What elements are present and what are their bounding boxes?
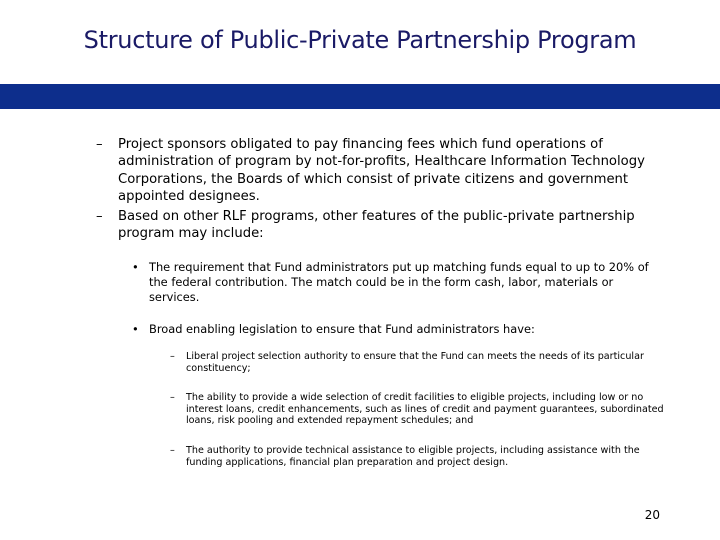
sub-sub-bullet-text: Liberal project selection authority to ensure that the Fund can meets the needs of its particular constituency; [186, 351, 644, 374]
sub-sub-bullet-technical-assistance [170, 445, 666, 468]
dash-marker: – [170, 445, 175, 456]
sub-bullet-enabling-legislation [132, 322, 652, 337]
sub-sub-bullet-text: The authority to provide technical assistance to eligible projects, including assistance with the funding applications, financial plan preparation and project design. [186, 445, 640, 468]
title-bar [0, 84, 720, 109]
bullet-other-features [96, 208, 676, 243]
bullet-marker: • [132, 260, 139, 274]
sub-bullet-text: Broad enabling legislation to ensure that Fund administrators have: [149, 322, 535, 336]
page-number: 20 [644, 508, 660, 522]
dash-marker: – [96, 137, 103, 152]
bullet-text: Project sponsors obligated to pay financing fees which fund operations of administration of program by not-for-profits, Healthcare Information Technology Corporations, the Boards of which consist of private citizens and government appointed designees. [118, 137, 645, 205]
sub-sub-bullet-credit-facilities [170, 392, 666, 427]
slide-title: Structure of Public-Private Partnership Program [83, 26, 637, 54]
dash-marker: – [170, 392, 175, 403]
sub-bullet-matching-funds [132, 260, 652, 306]
bullet-marker: • [132, 322, 139, 336]
dash-marker: – [96, 209, 103, 224]
sub-sub-bullet-text: The ability to provide a wide selection of credit facilities to eligible projects, including low or no interest loans, credit enhancements, such as lines of credit and payment guarantees, subordinated loans, risk pooling and extended repayment schedules; and [186, 392, 664, 427]
dash-marker: – [170, 351, 175, 362]
bullet-text: Based on other RLF programs, other features of the public-private partnership program may include: [118, 209, 635, 242]
sub-sub-bullet-project-selection [170, 351, 666, 374]
bullet-project-sponsors [96, 136, 676, 206]
sub-bullet-text: The requirement that Fund administrators put up matching funds equal to up to 20% of the federal contribution. The match could be in the form cash, labor, materials or services. [149, 260, 649, 305]
